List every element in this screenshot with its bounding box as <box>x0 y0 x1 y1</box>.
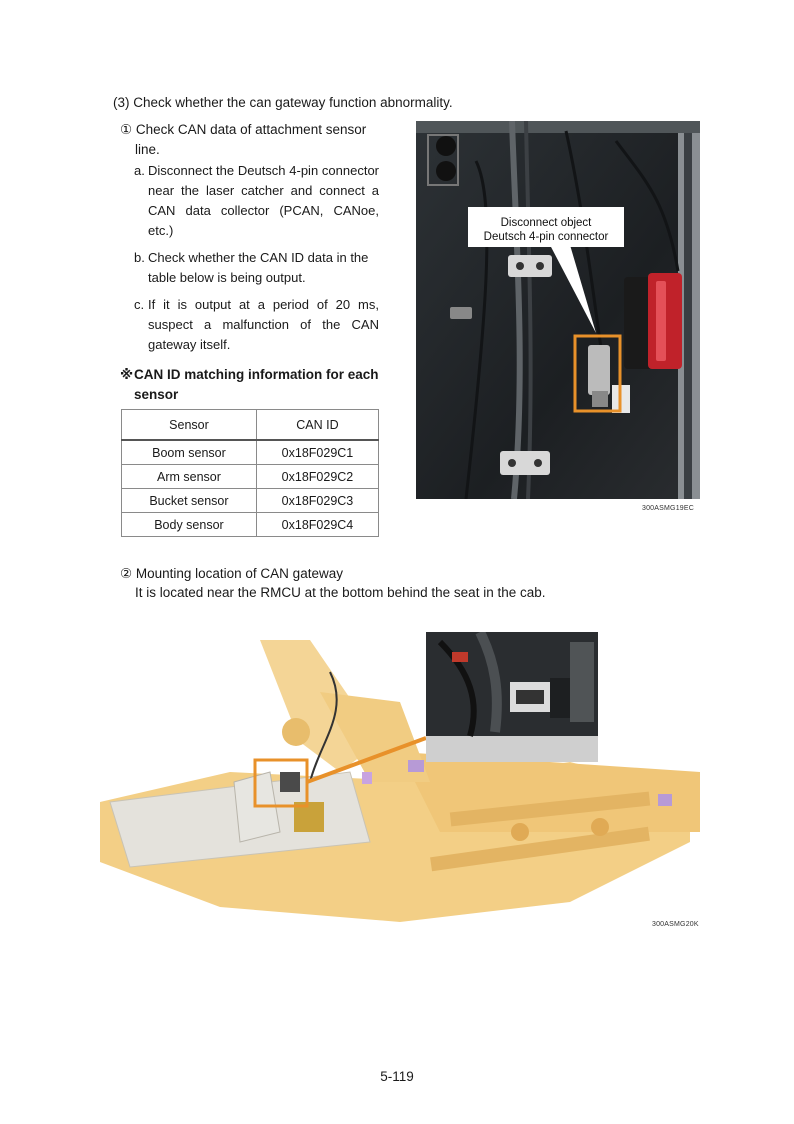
connector-photo <box>416 121 700 499</box>
page-number: 5-119 <box>380 1069 414 1084</box>
table-header-can-id: CAN ID <box>256 410 378 441</box>
step-1-title: ① Check CAN data of attachment sensor <box>120 122 367 137</box>
step-1 <box>120 120 382 160</box>
table-cell: Boom sensor <box>122 440 257 465</box>
substep-c-text: If it is output at a period of 20 ms, suspect a malfunction of the CAN gateway itself. <box>148 297 379 352</box>
table-header-sensor: Sensor <box>122 410 257 441</box>
table-cell: 0x18F029C1 <box>256 440 378 465</box>
table-header-row <box>122 410 379 441</box>
note-text: CAN ID matching information for each sensor <box>134 367 379 402</box>
table-cell: Body sensor <box>122 513 257 537</box>
table-row <box>122 465 379 489</box>
section-heading: (3) Check whether the can gateway function abnormality. <box>113 95 453 110</box>
table-row <box>122 513 379 537</box>
photo-code: 300ASMG19EC <box>642 505 695 512</box>
step-1-title-cont: line. <box>135 142 160 157</box>
callout-line-1: Disconnect object <box>500 217 592 229</box>
table-row <box>122 440 379 465</box>
gateway-location-illustration <box>100 632 700 924</box>
table-cell: Bucket sensor <box>122 489 257 513</box>
substep-b <box>134 248 379 288</box>
note-mark: ※ <box>120 367 134 382</box>
table-cell: Arm sensor <box>122 465 257 489</box>
illustration-code: 300ASMG20K <box>652 921 699 928</box>
can-id-table <box>121 409 379 537</box>
table-cell: 0x18F029C2 <box>256 465 378 489</box>
table-cell: 0x18F029C4 <box>256 513 378 537</box>
callout-line-2: Deutsch 4-pin connector <box>483 231 609 243</box>
substep-a-text: Disconnect the Deutsch 4-pin connector near the laser catcher and connect a CAN data collector (PCAN, CANoe, etc.) <box>148 163 379 238</box>
table-cell: 0x18F029C3 <box>256 489 378 513</box>
can-id-note <box>120 365 382 405</box>
substep-b-text: Check whether the CAN ID data in the table below is being output. <box>148 250 369 285</box>
substep-a <box>134 161 379 241</box>
substep-b-label: b. <box>134 250 145 265</box>
step-2-text: It is located near the RMCU at the bottom behind the seat in the cab. <box>135 585 546 600</box>
substep-c <box>134 295 379 355</box>
table-row <box>122 489 379 513</box>
substep-c-label: c. <box>134 297 145 312</box>
step-2-title: ② Mounting location of CAN gateway <box>120 566 343 581</box>
substep-a-label: a. <box>134 163 145 178</box>
